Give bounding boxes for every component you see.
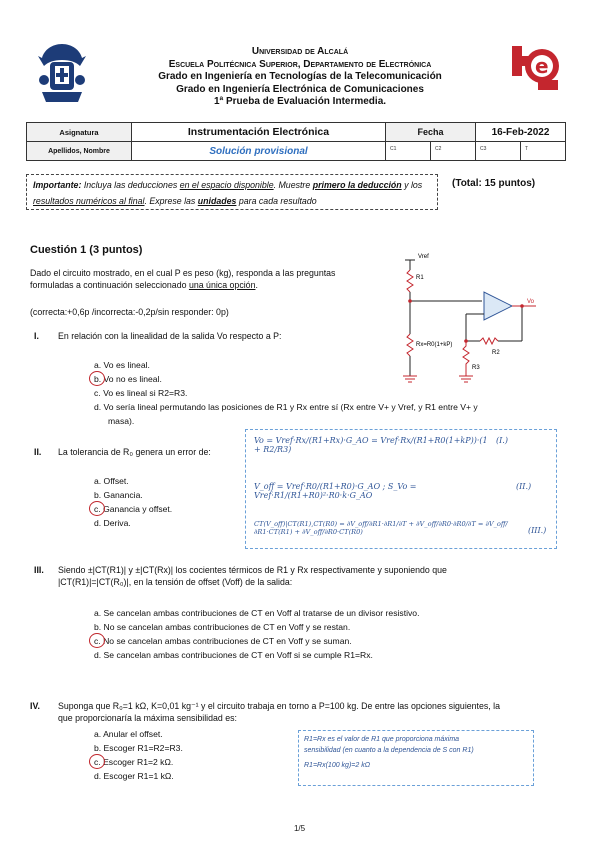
q4-solution-note	[298, 730, 534, 786]
q1-option-d-cont: masa).	[108, 416, 135, 426]
q1-answer-circle	[89, 371, 105, 386]
asignatura-value: Instrumentación Electrónica	[132, 123, 386, 142]
q1-number: I.	[34, 331, 39, 341]
q4-option-c[interactable]: c. Escoger R1=2 kΩ.	[94, 757, 174, 767]
r3-label: R3	[472, 365, 480, 371]
header-degree-1: Grado en Ingeniería en Tecnologías de la Telecomunicación	[158, 71, 442, 82]
q4-option-d[interactable]: d. Escoger R1=1 kΩ.	[94, 771, 174, 781]
scoring-rules: (correcta:+0,6p /incorrecta:-0,2p/sin responder: 0p)	[30, 307, 229, 317]
header-exam: 1ª Prueba de Evaluación Intermedia.	[213, 96, 387, 107]
svg-text:e: e	[535, 54, 549, 78]
q3-option-d[interactable]: d. Se cancelan ambas contribuciones de CT en Voff si se cumple R1=Rx.	[94, 650, 373, 660]
total-points: (Total: 15 puntos)	[452, 178, 536, 189]
q2-option-c[interactable]: c. Ganancia y offset.	[94, 504, 173, 514]
equation-2-tag: (II.)	[516, 482, 532, 491]
q1-option-b[interactable]: b. Vo no es lineal.	[94, 374, 162, 384]
q4-options	[94, 727, 183, 783]
intro-2c: .	[255, 280, 258, 290]
q1-option-c[interactable]: c. Vo es lineal si R2=R3.	[94, 388, 188, 398]
c3-cell: C3	[480, 146, 487, 152]
q3-answer-circle	[89, 633, 105, 648]
imp-t3: . Muestre	[273, 180, 313, 190]
q2-text: La tolerancia de R₀ genera un error de:	[58, 447, 211, 457]
q2-option-d[interactable]: d. Deriva.	[94, 518, 131, 528]
q2-options	[94, 474, 172, 530]
q4-text	[58, 700, 573, 724]
intro-2b: una única opción	[188, 280, 256, 290]
header-school: Escuela Politécnica Superior, Departamento de Electrónica	[168, 58, 432, 70]
q2-option-b[interactable]: b. Ganancia.	[94, 490, 143, 500]
question-title: Cuestión 1 (3 puntos)	[30, 244, 143, 256]
imp-t7: . Exprese las	[144, 196, 198, 206]
q2-answer-circle	[89, 501, 105, 516]
department-logo	[508, 40, 564, 96]
q2-number: II.	[34, 447, 42, 457]
imp-t2: en el espacio disponible	[179, 180, 274, 190]
q3-option-c[interactable]: c. No se cancelan ambas contribuciones de CT en Voff y se suman.	[94, 636, 352, 646]
imp-t9: para cada resultado	[236, 196, 317, 206]
nombre-label: Apellidos, Nombre	[27, 142, 132, 161]
university-logo	[34, 40, 90, 106]
r1-label: R1	[416, 275, 424, 281]
q4-option-b[interactable]: b. Escoger R1=R2=R3.	[94, 743, 183, 753]
imp-t4: primero la deducción	[312, 180, 402, 190]
c2-cell: C2	[435, 146, 442, 152]
q4-number: IV.	[30, 701, 40, 711]
document-header	[120, 46, 480, 109]
page-number: 1/5	[293, 824, 306, 833]
q3-text	[58, 564, 568, 588]
q3-number: III.	[34, 565, 44, 575]
q1-text: En relación con la linealidad de la salida Vo respecto a P:	[58, 331, 282, 341]
imp-t8: unidades	[197, 196, 237, 206]
equation-2: V_off = Vref·R0/(R1+R0)·G_AO ; S_Vo = Vref·R1/(R1+R0)²·R0·k·G_AO	[254, 482, 417, 500]
equation-3-tag: (III.)	[528, 526, 547, 535]
header-degree-2: Grado en Ingeniería Electrónica de Comunicaciones	[176, 83, 424, 95]
rx-label: Rx=R0(1+kP)	[416, 342, 453, 348]
vref-label: Vref	[418, 254, 429, 260]
nombre-value: Solución provisional	[132, 142, 386, 161]
t-cell: T	[525, 146, 529, 152]
equations-box	[245, 429, 557, 549]
q4-text-2: que proporcionaría la máxima sensibilidad es:	[58, 713, 237, 723]
q3-text-2: |CT(R1)|=|CT(R₀)|, en la tensión de offset (Voff) de la salida:	[58, 577, 293, 587]
imp-t6: resultados numéricos al final	[33, 196, 145, 206]
intro-2a: formuladas a continuación seleccionado	[30, 280, 189, 290]
vo-label: Vo	[527, 299, 535, 305]
q3-text-1: Siendo ±|CT(R1)| y ±|CT(Rx)| los cocientes térmicos de R1 y Rx respectivamente y suponiendo que	[58, 565, 447, 575]
equation-1-tag: (I.)	[496, 436, 508, 445]
info-table	[26, 122, 566, 161]
important-note	[26, 174, 438, 210]
q3-option-a[interactable]: a. Se cancelan ambas contribuciones de CT en Voff al tratarse de un divisor resistivo.	[94, 608, 420, 618]
q4-answer-circle	[89, 754, 105, 769]
c1-cell: C1	[390, 146, 397, 152]
q3-options	[94, 606, 419, 662]
q2-option-a[interactable]: a. Offset.	[94, 476, 129, 486]
important-label: Importante:	[33, 180, 82, 190]
q4-option-a[interactable]: a. Anular el offset.	[94, 729, 163, 739]
equation-1: Vo = Vref·Rx/(R1+Rx)·G_AO = Vref·Rx/(R1+R0(1+kP))·(1 + R2/R3)	[254, 436, 488, 454]
intro-line-2	[30, 279, 360, 291]
asignatura-label: Asignatura	[27, 123, 132, 142]
note-line-2: sensibilidad (en cuanto a la dependencia de S con R1)	[304, 747, 474, 754]
note-line-3: R1=Rx(100 kg)=2 kΩ	[304, 762, 371, 769]
fecha-label: Fecha	[386, 123, 476, 142]
imp-t5: y los	[401, 180, 423, 190]
imp-t1: Incluya las deducciones	[81, 180, 180, 190]
q3-option-b[interactable]: b. No se cancelan ambas contribuciones de CT en Voff y se restan.	[94, 622, 351, 632]
fecha-value: 16-Feb-2022	[476, 123, 566, 142]
header-university: Universidad de Alcalá	[251, 46, 349, 57]
q1-options	[94, 358, 478, 428]
q1-option-d[interactable]: d. Vo sería lineal permutando las posiciones de R1 y Rx entre sí (Rx entre V+ y Vref, y R1 entre V+ y	[94, 402, 478, 412]
intro-line-1: Dado el circuito mostrado, en el cual P es peso (kg), responda a las preguntas	[30, 268, 336, 278]
equation-3: CT(V_off)|CT(R1),CT(R0) = ∂V_off/∂R1·∂R1/∂T + ∂V_off/∂R0·∂R0/∂T = ∂V_off/∂R1·CT(R1) + ∂V_off/∂R0·CT(R0)	[254, 520, 508, 536]
q1-option-a[interactable]: a. Vo es lineal.	[94, 360, 150, 370]
q4-text-1: Suponga que R₀=1 kΩ, K=0,01 kg⁻¹ y el circuito trabaja en torno a P=100 kg. De entre las opciones siguientes, la	[58, 701, 501, 711]
question-intro	[30, 267, 360, 291]
note-line-1: R1=Rx es el valor de R1 que proporciona máxima	[304, 736, 460, 743]
r2-label: R2	[492, 350, 500, 356]
